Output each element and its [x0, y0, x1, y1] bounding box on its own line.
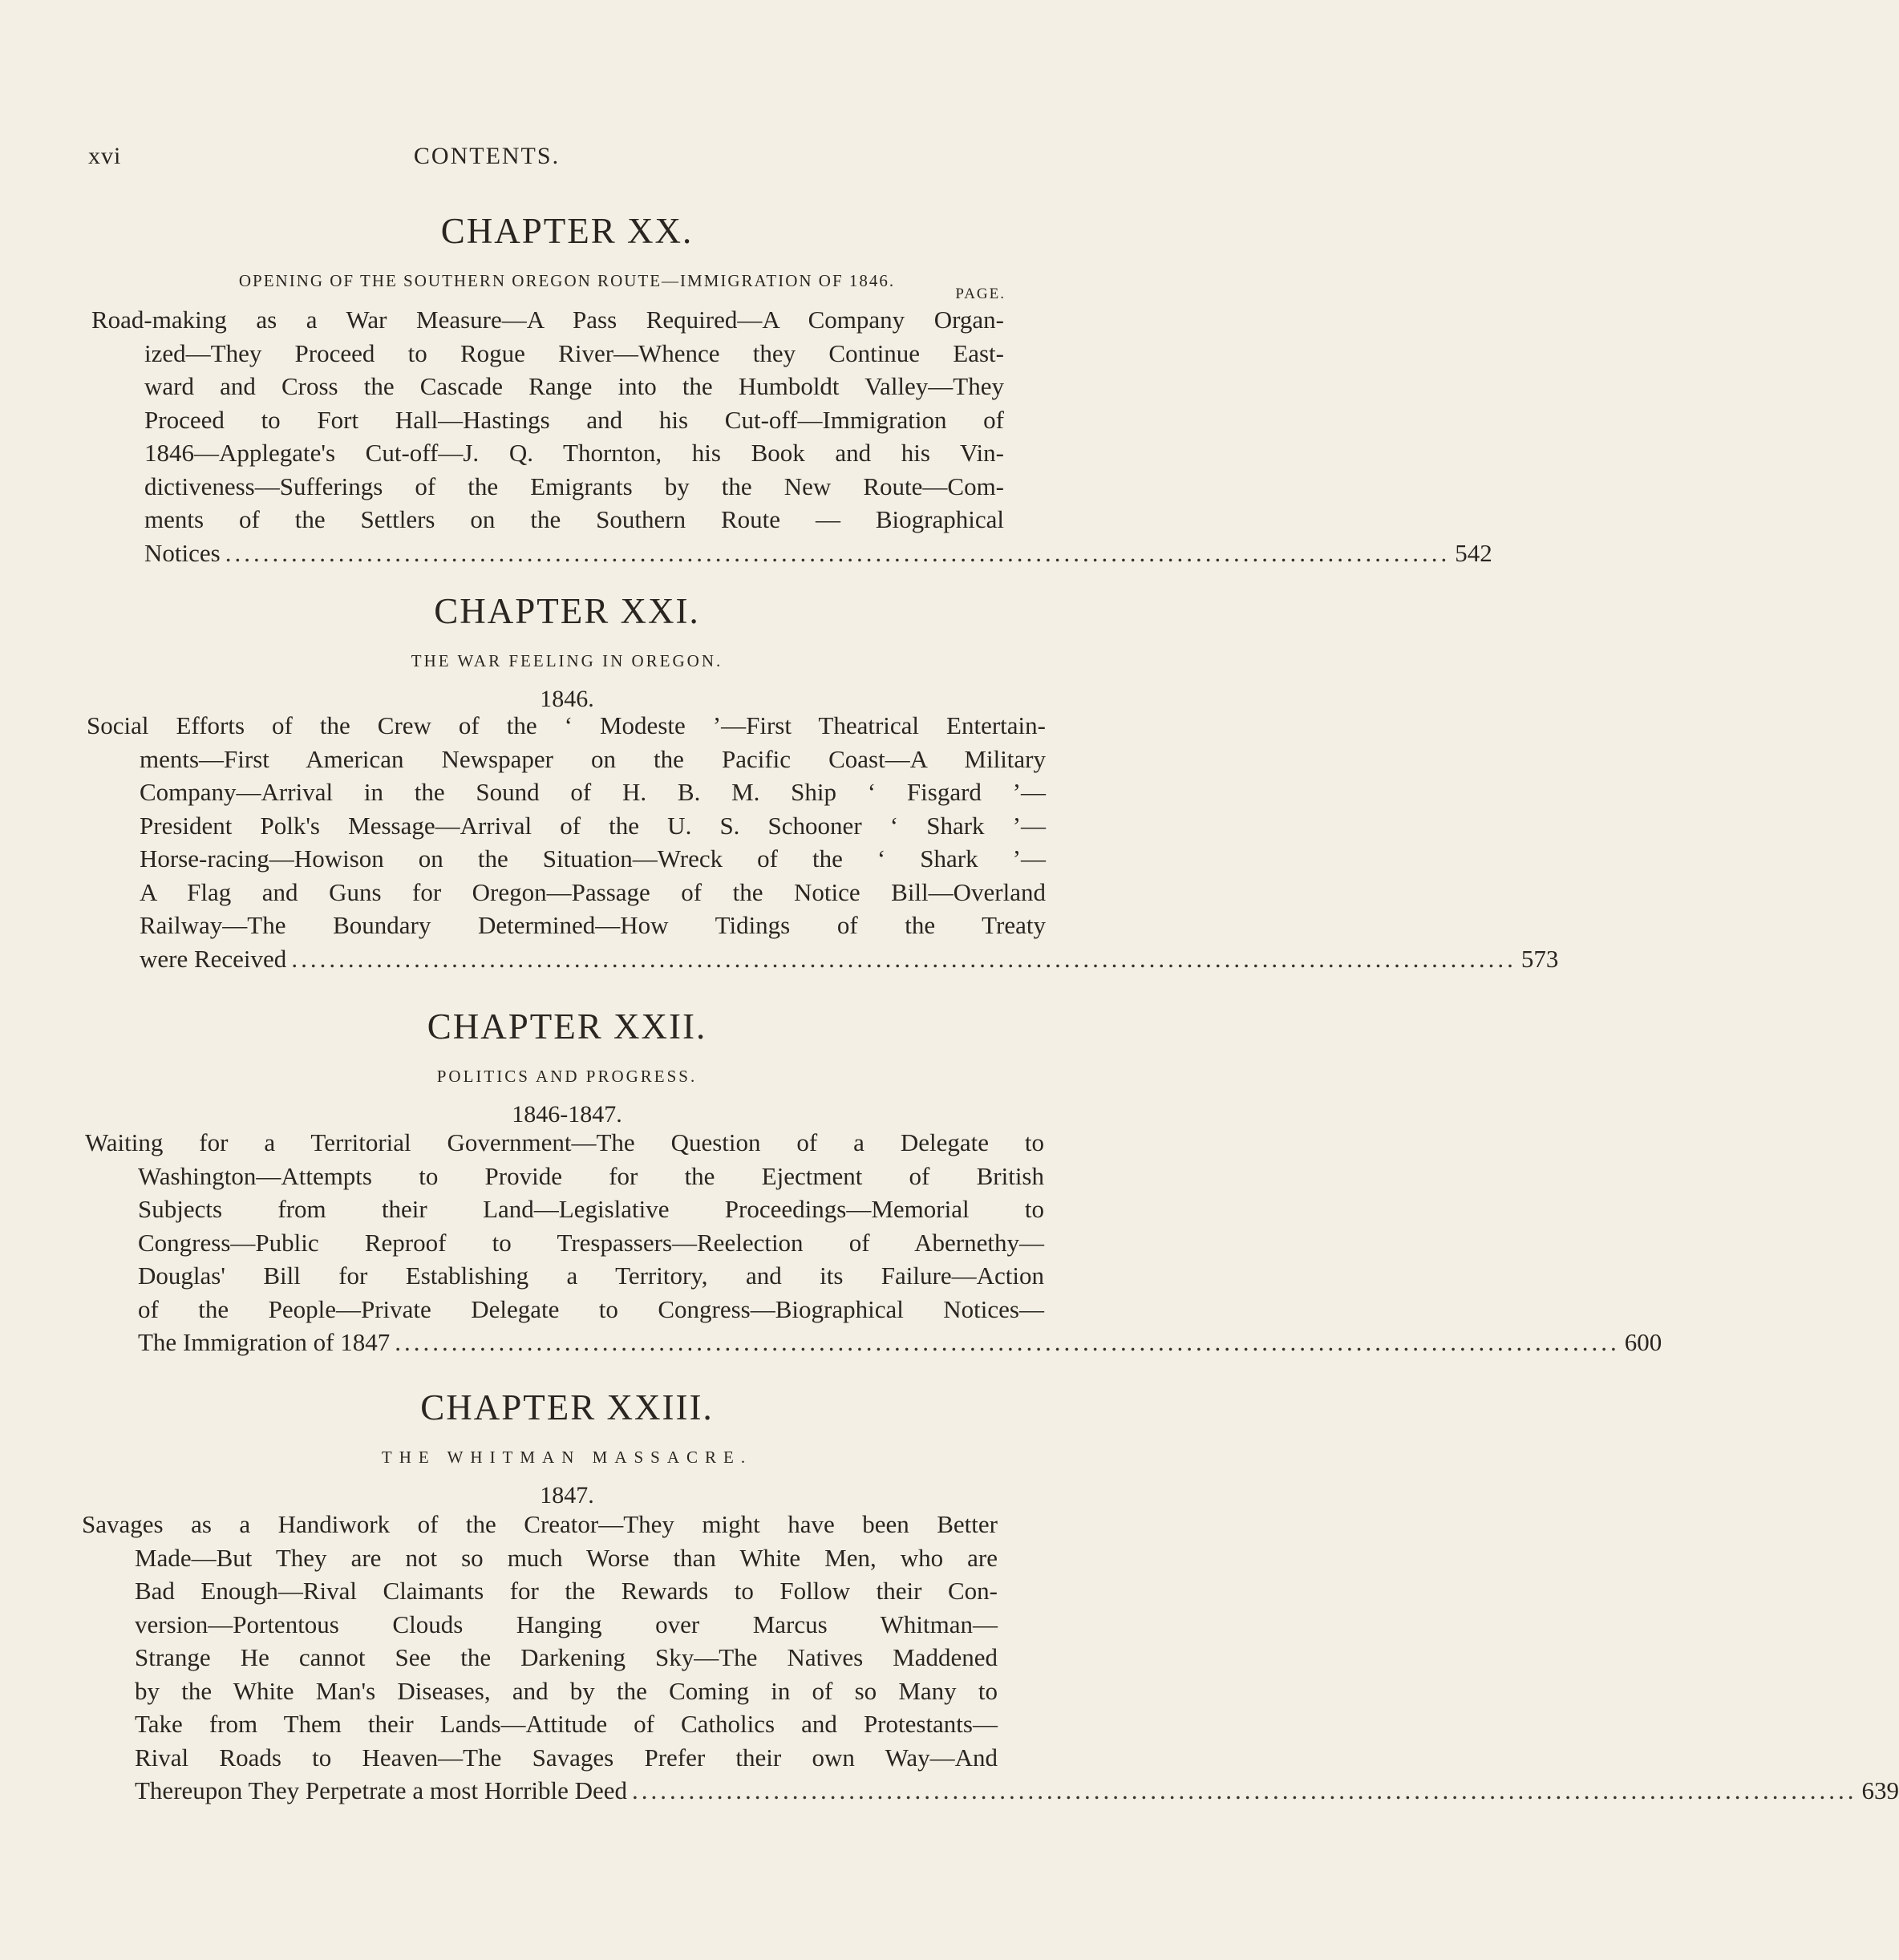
- summary-line: Rival Roads to Heaven—The Savages Prefer their own Way—And: [135, 1743, 998, 1772]
- summary-line: Made—But They are not so much Worse than White Men, who are: [135, 1543, 998, 1572]
- chapter-xxiii: [0, 1383, 1134, 1513]
- summary-last-line: [91, 537, 1492, 570]
- summary-line: Take from Them their Lands—Attitude of Catholics and Protestants—: [135, 1710, 998, 1738]
- summary-line: Company—Arrival in the Sound of H. B. M. Ship ‘ Fisgard ’—: [140, 778, 1046, 806]
- chapter-xxiii-summary: [82, 1508, 1899, 1808]
- summary-line: ments—First American Newspaper on the Pacific Coast—A Military: [140, 744, 1046, 773]
- summary-line: The Immigration of 1847: [138, 1328, 391, 1356]
- summary-line: Bad Enough—Rival Claimants for the Rewards to Follow their Con-: [135, 1577, 998, 1605]
- running-title: CONTENTS.: [413, 143, 561, 169]
- summary-line: Notices: [144, 538, 221, 567]
- chapter-subtitle: THE WAR FEELING IN OREGON.: [411, 651, 723, 670]
- summary-line: Thereupon They Perpetrate a most Horrible Deed: [135, 1776, 628, 1804]
- summary-line: of the People—Private Delegate to Congress—Biographical Notices—: [138, 1294, 1044, 1323]
- leader-dots: ..................................................................................................................................: [225, 538, 1451, 567]
- summary-last-line: [82, 1774, 1899, 1808]
- summary-line: by the White Man's Diseases, and by the Coming in of so Many to: [135, 1676, 998, 1705]
- summary-line: Savages as a Handiwork of the Creator—They might have been Better: [82, 1510, 998, 1538]
- chapter-xxii-summary: [85, 1126, 1662, 1359]
- chapter-title: CHAPTER XXIII.: [420, 1387, 714, 1427]
- summary-line: version—Portentous Clouds Hanging over Marcus Whitman—: [135, 1610, 998, 1638]
- summary-line: ward and Cross the Cascade Range into the Humboldt Valley—They: [144, 372, 1004, 400]
- summary-line: Waiting for a Territorial Government—The Question of a Delegate to: [85, 1128, 1044, 1156]
- summary-line: dictiveness—Sufferings of the Emigrants by the New Route—Com-: [144, 472, 1004, 500]
- chapter-year: 1847.: [540, 1482, 594, 1508]
- summary-line: Subjects from their Land—Legislative Proceedings—Memorial to: [138, 1195, 1044, 1223]
- page-folio: xvi: [88, 143, 122, 169]
- summary-line: Douglas' Bill for Establishing a Territory, and its Failure—Action: [138, 1261, 1044, 1290]
- summary-line: Social Efforts of the Crew of the ‘ Modeste ’—First Theatrical Entertain-: [87, 711, 1046, 739]
- summary-line: A Flag and Guns for Oregon—Passage of the Notice Bill—Overland: [140, 877, 1046, 906]
- chapter-xx: [0, 207, 1134, 295]
- page-column-label: PAGE.: [955, 285, 1006, 302]
- chapter-subtitle: OPENING OF THE SOUTHERN OREGON ROUTE—IMMIGRATION OF 1846.: [238, 271, 896, 290]
- summary-line: Congress—Public Reproof to Trespassers—Reelection of Abernethy—: [138, 1228, 1044, 1257]
- summary-line: 1846—Applegate's Cut-off—J. Q. Thornton, his Book and his Vin-: [144, 439, 1004, 467]
- summary-line: Strange He cannot See the Darkening Sky—The Natives Maddened: [135, 1643, 998, 1671]
- summary-line: ized—They Proceed to Rogue River—Whence they Continue East-: [144, 338, 1004, 367]
- leader-dots: ..................................................................................................................................: [291, 944, 1516, 973]
- summary-line: were Received: [140, 944, 287, 973]
- chapter-year: 1846-1847.: [512, 1101, 622, 1128]
- summary-line: Railway—The Boundary Determined—How Tidings of the Treaty: [140, 911, 1046, 939]
- summary-line: Washington—Attempts to Provide for the Ejectment of British: [138, 1161, 1044, 1190]
- page-number: 639: [1861, 1776, 1899, 1804]
- chapter-year: 1846.: [540, 686, 594, 712]
- summary-line: Horse-racing—Howison on the Situation—Wreck of the ‘ Shark ’—: [140, 844, 1046, 873]
- summary-line: Proceed to Fort Hall—Hastings and his Cut-off—Immigration of: [144, 405, 1004, 434]
- summary-line: ments of the Settlers on the Southern Route — Biographical: [144, 505, 1004, 533]
- leader-dots: ..................................................................................................................................: [632, 1776, 1857, 1804]
- page-number: 573: [1520, 944, 1559, 973]
- summary-last-line: [85, 1326, 1662, 1359]
- chapter-subtitle: THE WHITMAN MASSACRE.: [381, 1448, 753, 1467]
- chapter-title: CHAPTER XX.: [440, 211, 694, 251]
- chapter-title: CHAPTER XXI.: [434, 591, 700, 631]
- chapter-xxi-summary: [87, 709, 1559, 975]
- running-head: [0, 143, 1134, 175]
- chapter-xxii: [0, 1002, 1134, 1132]
- leader-dots: ..................................................................................................................................: [395, 1328, 1620, 1356]
- page-number: 600: [1624, 1328, 1662, 1356]
- chapter-title: CHAPTER XXII.: [427, 1006, 707, 1047]
- chapter-xx-summary: [91, 303, 1492, 569]
- summary-line: President Polk's Message—Arrival of the U. S. Schooner ‘ Shark ’—: [140, 811, 1046, 840]
- page-number: 542: [1455, 538, 1492, 567]
- chapter-subtitle: POLITICS AND PROGRESS.: [436, 1067, 698, 1086]
- summary-line: Road-making as a War Measure—A Pass Required—A Company Organ-: [91, 306, 1004, 334]
- summary-last-line: [87, 942, 1559, 976]
- chapter-xxi: [0, 587, 1134, 717]
